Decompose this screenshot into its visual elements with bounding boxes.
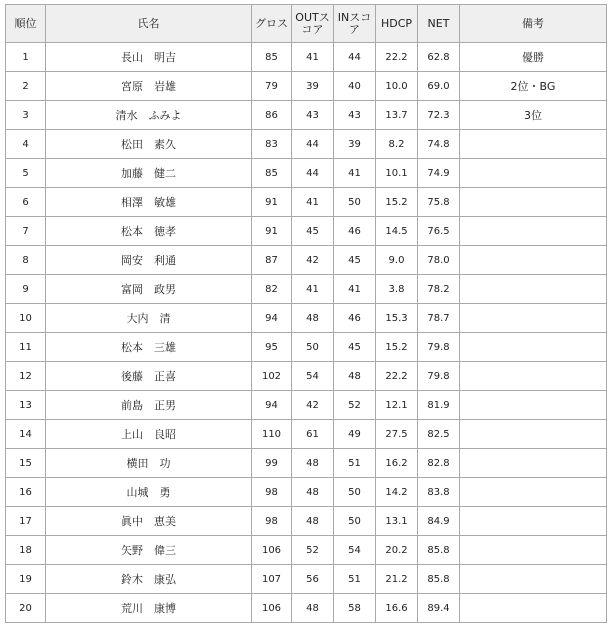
gross-cell: 106 — [252, 536, 292, 565]
net-cell: 82.8 — [418, 449, 460, 478]
table-row — [6, 246, 607, 275]
table-row — [6, 72, 607, 101]
net-cell: 84.9 — [418, 507, 460, 536]
gross-cell: 95 — [252, 333, 292, 362]
note-cell — [460, 188, 607, 217]
in-score-cell: 58 — [334, 594, 376, 623]
name-cell: 矢野 偉三 — [46, 536, 252, 565]
name-cell: 荒川 康博 — [46, 594, 252, 623]
in-score-cell: 46 — [334, 217, 376, 246]
name-cell: 岡安 利通 — [46, 246, 252, 275]
hdcp-cell: 14.2 — [376, 478, 418, 507]
hdcp-cell: 16.2 — [376, 449, 418, 478]
net-cell: 81.9 — [418, 391, 460, 420]
name-cell: 松本 三雄 — [46, 333, 252, 362]
name-cell: 大内 清 — [46, 304, 252, 333]
net-cell: 78.2 — [418, 275, 460, 304]
hdcp-cell: 15.2 — [376, 333, 418, 362]
hdcp-cell: 15.3 — [376, 304, 418, 333]
gross-cell: 106 — [252, 594, 292, 623]
hdcp-cell: 22.2 — [376, 43, 418, 72]
name-cell: 横田 功 — [46, 449, 252, 478]
table-row — [6, 333, 607, 362]
table-body — [6, 43, 607, 623]
hdcp-cell: 22.2 — [376, 362, 418, 391]
name-cell: 長山 明吉 — [46, 43, 252, 72]
out-score-cell: 44 — [292, 130, 334, 159]
net-cell: 62.8 — [418, 43, 460, 72]
net-cell: 78.0 — [418, 246, 460, 275]
gross-cell: 83 — [252, 130, 292, 159]
out-score-cell: 43 — [292, 101, 334, 130]
table-row — [6, 565, 607, 594]
out-score-cell: 48 — [292, 478, 334, 507]
out-score-cell: 42 — [292, 391, 334, 420]
name-cell: 相澤 敏雄 — [46, 188, 252, 217]
gross-cell: 82 — [252, 275, 292, 304]
net-cell: 74.9 — [418, 159, 460, 188]
net-cell: 79.8 — [418, 362, 460, 391]
out-score-cell: 41 — [292, 43, 334, 72]
rank-cell: 14 — [6, 420, 46, 449]
gross-cell: 94 — [252, 304, 292, 333]
out-score-cell: 48 — [292, 304, 334, 333]
name-cell: 鈴木 康弘 — [46, 565, 252, 594]
out-score-cell: 41 — [292, 188, 334, 217]
note-cell — [460, 217, 607, 246]
header-hdcp: HDCP — [376, 5, 418, 43]
header-name: 氏名 — [46, 5, 252, 43]
rank-cell: 10 — [6, 304, 46, 333]
name-cell: 山城 勇 — [46, 478, 252, 507]
table-row — [6, 478, 607, 507]
rank-cell: 2 — [6, 72, 46, 101]
note-cell: 2位・BG — [460, 72, 607, 101]
in-score-cell: 44 — [334, 43, 376, 72]
in-score-cell: 39 — [334, 130, 376, 159]
gross-cell: 86 — [252, 101, 292, 130]
net-cell: 78.7 — [418, 304, 460, 333]
note-cell — [460, 536, 607, 565]
note-cell: 3位 — [460, 101, 607, 130]
name-cell: 後藤 正喜 — [46, 362, 252, 391]
hdcp-cell: 21.2 — [376, 565, 418, 594]
gross-cell: 110 — [252, 420, 292, 449]
header-net: NET — [418, 5, 460, 43]
name-cell: 富岡 政男 — [46, 275, 252, 304]
table-row — [6, 188, 607, 217]
hdcp-cell: 9.0 — [376, 246, 418, 275]
note-cell — [460, 420, 607, 449]
rank-cell: 13 — [6, 391, 46, 420]
name-cell: 宮原 岩雄 — [46, 72, 252, 101]
gross-cell: 91 — [252, 188, 292, 217]
out-score-cell: 45 — [292, 217, 334, 246]
net-cell: 69.0 — [418, 72, 460, 101]
note-cell — [460, 333, 607, 362]
rank-cell: 18 — [6, 536, 46, 565]
note-cell — [460, 478, 607, 507]
rank-cell: 15 — [6, 449, 46, 478]
note-cell — [460, 594, 607, 623]
table-row — [6, 43, 607, 72]
out-score-cell: 52 — [292, 536, 334, 565]
gross-cell: 91 — [252, 217, 292, 246]
name-cell: 清水 ふみよ — [46, 101, 252, 130]
in-score-cell: 41 — [334, 275, 376, 304]
in-score-cell: 51 — [334, 565, 376, 594]
table-row — [6, 275, 607, 304]
header-gross: グロス — [252, 5, 292, 43]
results-table — [5, 4, 607, 623]
hdcp-cell: 12.1 — [376, 391, 418, 420]
rank-cell: 16 — [6, 478, 46, 507]
rank-cell: 8 — [6, 246, 46, 275]
note-cell — [460, 159, 607, 188]
rank-cell: 20 — [6, 594, 46, 623]
table-row — [6, 159, 607, 188]
in-score-cell: 45 — [334, 333, 376, 362]
rank-cell: 9 — [6, 275, 46, 304]
header-note: 備考 — [460, 5, 607, 43]
hdcp-cell: 10.1 — [376, 159, 418, 188]
rank-cell: 5 — [6, 159, 46, 188]
gross-cell: 85 — [252, 43, 292, 72]
gross-cell: 98 — [252, 478, 292, 507]
gross-cell: 85 — [252, 159, 292, 188]
note-cell — [460, 130, 607, 159]
table-row — [6, 594, 607, 623]
in-score-cell: 52 — [334, 391, 376, 420]
header-rank: 順位 — [6, 5, 46, 43]
gross-cell: 107 — [252, 565, 292, 594]
table-row — [6, 391, 607, 420]
net-cell: 89.4 — [418, 594, 460, 623]
in-score-cell: 40 — [334, 72, 376, 101]
table-row — [6, 217, 607, 246]
in-score-cell: 50 — [334, 507, 376, 536]
gross-cell: 99 — [252, 449, 292, 478]
note-cell — [460, 391, 607, 420]
out-score-cell: 50 — [292, 333, 334, 362]
rank-cell: 3 — [6, 101, 46, 130]
table-row — [6, 449, 607, 478]
in-score-cell: 49 — [334, 420, 376, 449]
note-cell — [460, 449, 607, 478]
hdcp-cell: 16.6 — [376, 594, 418, 623]
out-score-cell: 56 — [292, 565, 334, 594]
table-row — [6, 101, 607, 130]
name-cell: 眞中 恵美 — [46, 507, 252, 536]
out-score-cell: 48 — [292, 449, 334, 478]
in-score-cell: 41 — [334, 159, 376, 188]
gross-cell: 94 — [252, 391, 292, 420]
rank-cell: 7 — [6, 217, 46, 246]
out-score-cell: 48 — [292, 594, 334, 623]
net-cell: 85.8 — [418, 536, 460, 565]
note-cell — [460, 362, 607, 391]
hdcp-cell: 8.2 — [376, 130, 418, 159]
rank-cell: 6 — [6, 188, 46, 217]
rank-cell: 12 — [6, 362, 46, 391]
table-row — [6, 130, 607, 159]
out-score-cell: 61 — [292, 420, 334, 449]
in-score-cell: 48 — [334, 362, 376, 391]
out-score-cell: 39 — [292, 72, 334, 101]
out-score-cell: 48 — [292, 507, 334, 536]
note-cell — [460, 304, 607, 333]
rank-cell: 1 — [6, 43, 46, 72]
rank-cell: 11 — [6, 333, 46, 362]
rank-cell: 19 — [6, 565, 46, 594]
name-cell: 上山 良昭 — [46, 420, 252, 449]
in-score-cell: 45 — [334, 246, 376, 275]
in-score-cell: 51 — [334, 449, 376, 478]
in-score-cell: 54 — [334, 536, 376, 565]
table-row — [6, 507, 607, 536]
gross-cell: 98 — [252, 507, 292, 536]
note-cell — [460, 275, 607, 304]
in-score-cell: 50 — [334, 478, 376, 507]
note-cell — [460, 507, 607, 536]
out-score-cell: 42 — [292, 246, 334, 275]
net-cell: 76.5 — [418, 217, 460, 246]
name-cell: 加藤 健二 — [46, 159, 252, 188]
net-cell: 85.8 — [418, 565, 460, 594]
table-row — [6, 536, 607, 565]
hdcp-cell: 27.5 — [376, 420, 418, 449]
header-out-score: OUTスコア — [292, 5, 334, 43]
net-cell: 75.8 — [418, 188, 460, 217]
header-in-score: INスコア — [334, 5, 376, 43]
note-cell — [460, 246, 607, 275]
net-cell: 79.8 — [418, 333, 460, 362]
hdcp-cell: 20.2 — [376, 536, 418, 565]
net-cell: 72.3 — [418, 101, 460, 130]
rank-cell: 17 — [6, 507, 46, 536]
hdcp-cell: 13.7 — [376, 101, 418, 130]
in-score-cell: 43 — [334, 101, 376, 130]
hdcp-cell: 14.5 — [376, 217, 418, 246]
net-cell: 83.8 — [418, 478, 460, 507]
gross-cell: 102 — [252, 362, 292, 391]
rank-cell: 4 — [6, 130, 46, 159]
table-row — [6, 304, 607, 333]
name-cell: 前島 正男 — [46, 391, 252, 420]
table-row — [6, 362, 607, 391]
hdcp-cell: 3.8 — [376, 275, 418, 304]
net-cell: 74.8 — [418, 130, 460, 159]
out-score-cell: 41 — [292, 275, 334, 304]
name-cell: 松本 徳孝 — [46, 217, 252, 246]
out-score-cell: 54 — [292, 362, 334, 391]
gross-cell: 87 — [252, 246, 292, 275]
in-score-cell: 50 — [334, 188, 376, 217]
table-header — [6, 5, 607, 43]
gross-cell: 79 — [252, 72, 292, 101]
hdcp-cell: 13.1 — [376, 507, 418, 536]
in-score-cell: 46 — [334, 304, 376, 333]
header-row — [6, 5, 607, 43]
name-cell: 松田 素久 — [46, 130, 252, 159]
note-cell — [460, 565, 607, 594]
net-cell: 82.5 — [418, 420, 460, 449]
out-score-cell: 44 — [292, 159, 334, 188]
table-row — [6, 420, 607, 449]
hdcp-cell: 15.2 — [376, 188, 418, 217]
note-cell: 優勝 — [460, 43, 607, 72]
hdcp-cell: 10.0 — [376, 72, 418, 101]
